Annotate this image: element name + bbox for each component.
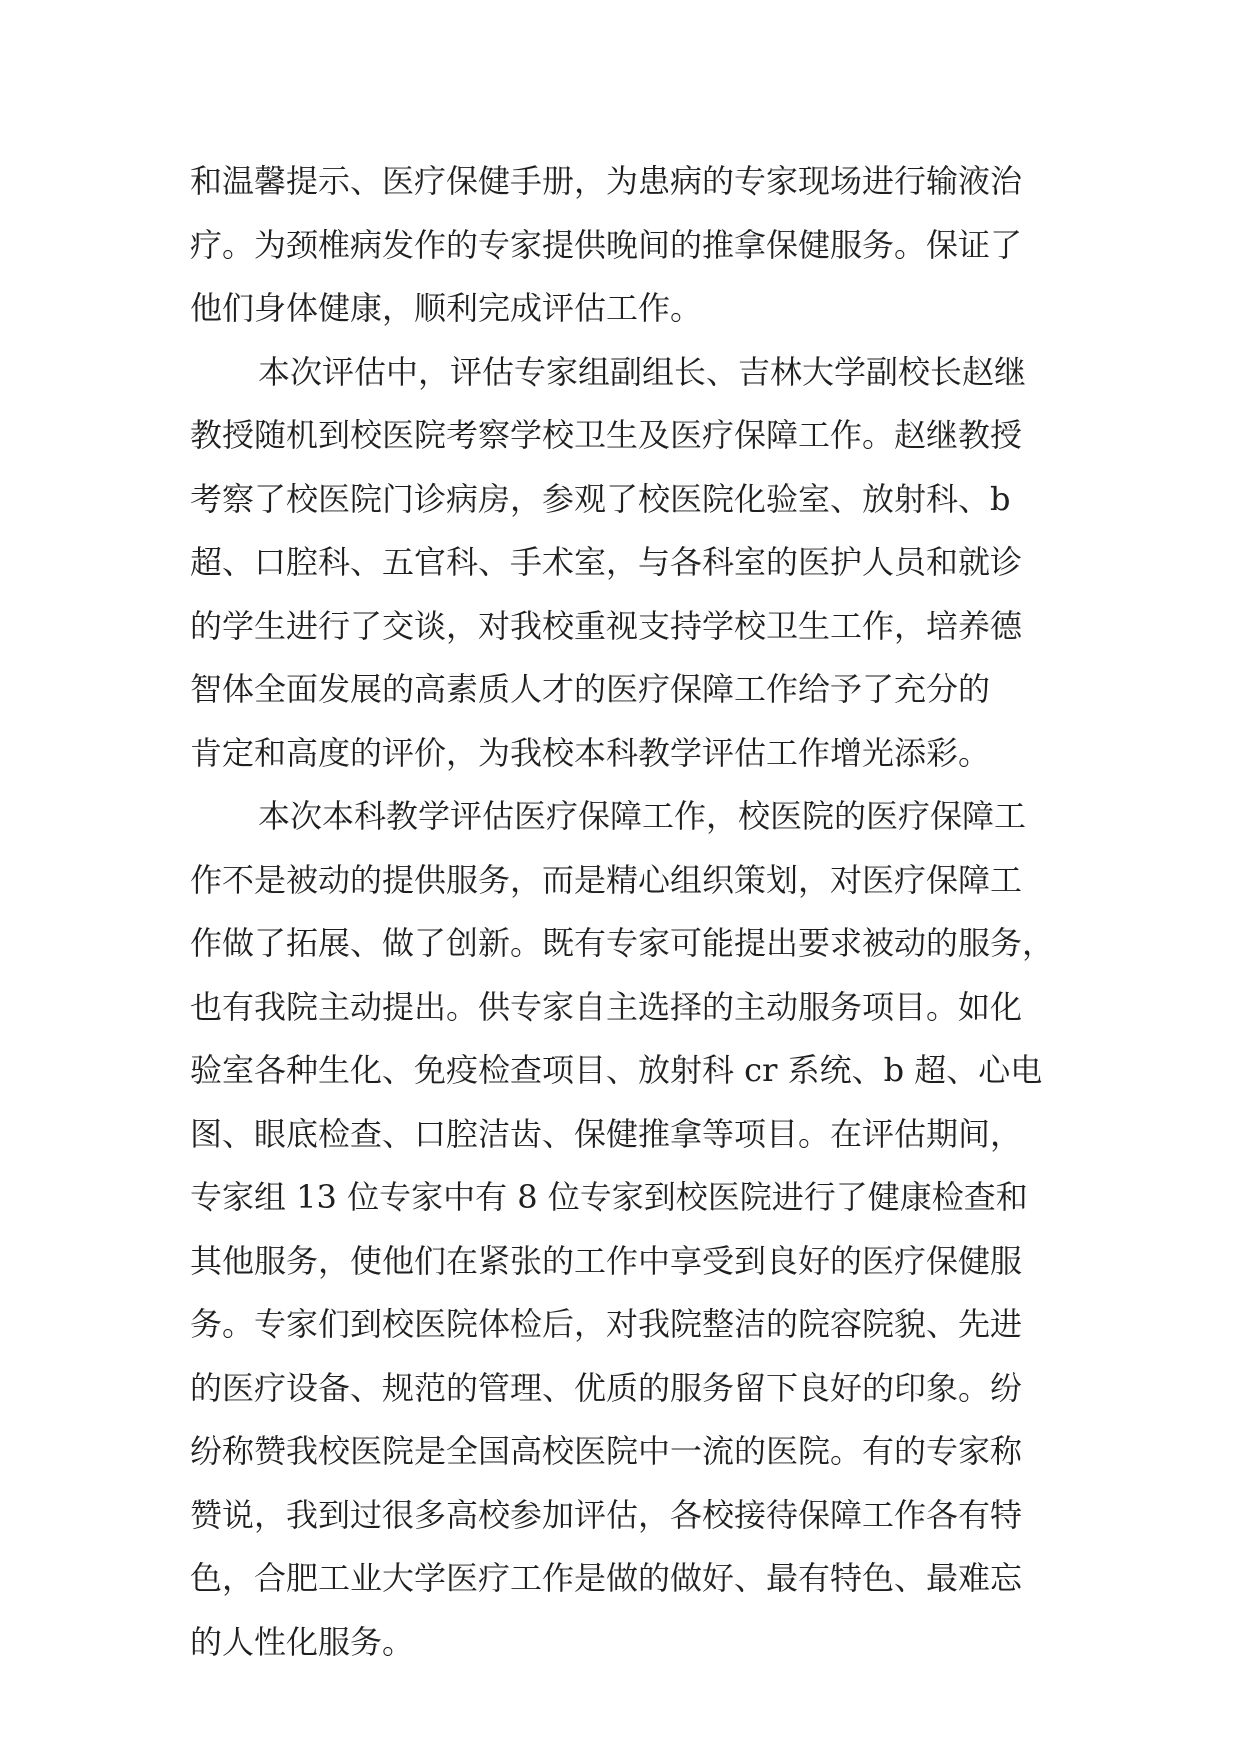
- text-line: 纷称赞我校医院是全国高校医院中一流的医院。有的专家称: [190, 1432, 1023, 1470]
- text-line: 作不是被动的提供服务，而是精心组织策划，对医疗保障工: [190, 860, 1023, 899]
- paragraph-1: [190, 150, 1050, 341]
- text-line: 的学生进行了交谈，对我校重视支持学校卫生工作，培养德: [190, 606, 1023, 645]
- text-line: 本次本科教学评估医疗保障工作，校医院的医疗保障工: [258, 797, 1027, 835]
- text-line: 的医疗设备、规范的管理、优质的服务留下良好的印象。纷: [190, 1368, 1023, 1407]
- text-line: 验室各种生化、免疫检查项目、放射科 cr 系统、b 超、心电: [190, 1051, 1043, 1089]
- text-line: 也有我院主动提出。供专家自主选择的主动服务项目。如化: [190, 987, 1023, 1026]
- text-line: 其他服务，使他们在紧张的工作中享受到良好的医疗保健服: [190, 1241, 1023, 1280]
- paragraph-3: [190, 785, 1055, 1674]
- text-line: 务。专家们到校医院体检后，对我院整洁的院容院貌、先进: [190, 1305, 1023, 1343]
- text-line: 本次评估中，评估专家组副组长、吉林大学副校长赵继: [258, 352, 1027, 391]
- text-line: 图、眼底检查、口腔洁齿、保健推拿等项目。在评估期间，: [190, 1114, 1023, 1153]
- text-line: 疗。为颈椎病发作的专家提供晚间的推拿保健服务。保证了: [190, 225, 1023, 264]
- text-line: 和温馨提示、医疗保健手册，为患病的专家现场进行输液治: [190, 162, 1023, 200]
- text-line: 的人性化服务。: [190, 1622, 415, 1661]
- text-line: 他们身体健康，顺利完成评估工作。: [190, 289, 703, 327]
- text-line: 赞说，我到过很多高校参加评估，各校接待保障工作各有特: [190, 1495, 1023, 1534]
- text-line: 色，合肥工业大学医疗工作是做的做好、最有特色、最难忘: [190, 1559, 1023, 1597]
- text-line: 作做了拓展、做了创新。既有专家可能提出要求被动的服务，: [190, 924, 1055, 962]
- paragraph-2: [190, 341, 1050, 786]
- text-line: 专家组 13 位专家中有 8 位专家到校医院进行了健康检查和: [190, 1178, 1028, 1216]
- text-line: 超、口腔科、五官科、手术室，与各科室的医护人员和就诊: [190, 543, 1023, 581]
- text-line: 考察了校医院门诊病房，参观了校医院化验室、放射科、b: [190, 479, 1011, 518]
- text-line: 教授随机到校医院考察学校卫生及医疗保障工作。赵继教授: [190, 416, 1023, 454]
- document-page: [190, 150, 1055, 1674]
- text-line: 肯定和高度的评价，为我校本科教学评估工作增光添彩。: [190, 733, 991, 772]
- text-line: 智体全面发展的高素质人才的医疗保障工作给予了充分的: [190, 670, 991, 708]
